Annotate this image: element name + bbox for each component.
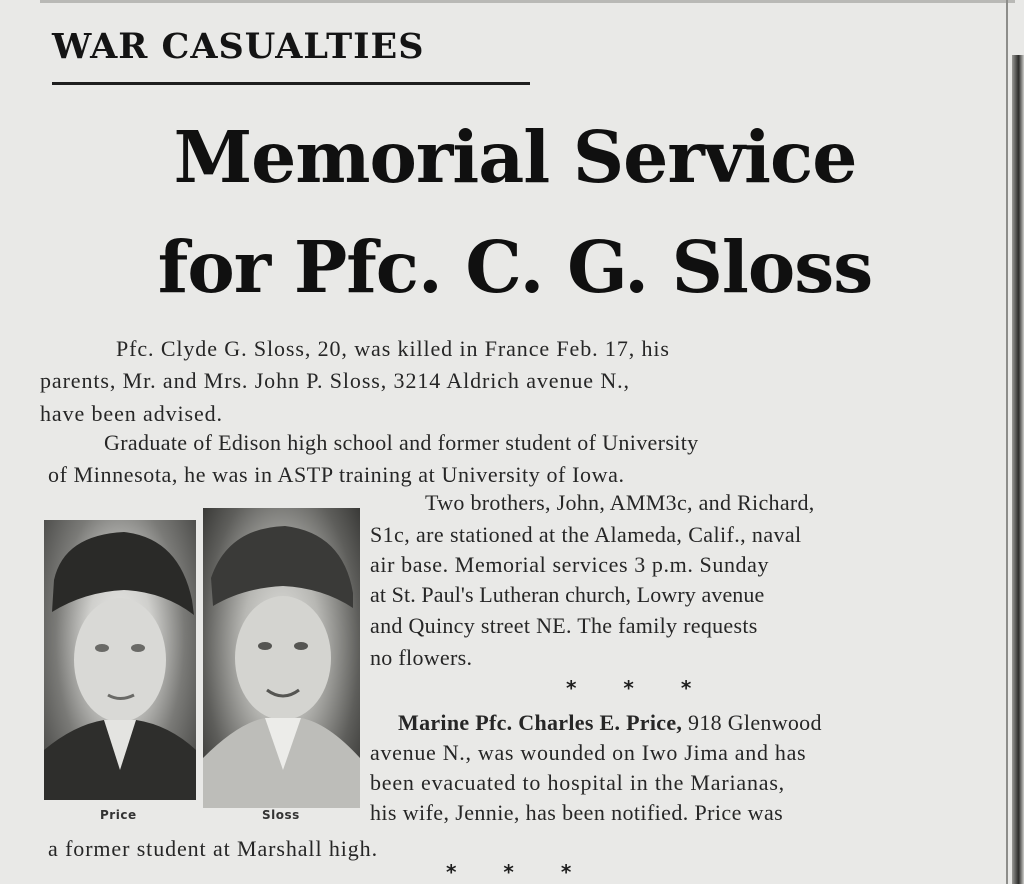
section-underline	[52, 82, 530, 85]
article-line: have been advised.	[40, 401, 223, 426]
article-line: his wife, Jennie, has been notified. Price was	[370, 800, 784, 825]
photo-caption-price: Price	[100, 808, 137, 822]
page-edge-shadow	[1012, 55, 1024, 884]
article-line: S1c, are stationed at the Alameda, Calif., naval	[370, 522, 802, 547]
article-line: a former student at Marshall high.	[48, 836, 378, 861]
article-line: parents, Mr. and Mrs. John P. Sloss, 3214 Aldrich avenue N.,	[40, 368, 630, 393]
article-line: of Minnesota, he was in ASTP training at University of Iowa.	[48, 462, 625, 487]
photo-caption-sloss: Sloss	[262, 808, 300, 822]
article-text: 918 Glenwood	[688, 710, 822, 735]
article-line: at St. Paul's Lutheran church, Lowry avenue	[370, 582, 765, 607]
article-line: no flowers.	[370, 645, 473, 670]
headline	[120, 102, 910, 322]
article-line: Pfc. Clyde G. Sloss, 20, was killed in France Feb. 17, his	[116, 336, 670, 361]
section-label: WAR CASUALTIES	[52, 26, 425, 67]
article-line	[398, 710, 822, 736]
article-line: Two brothers, John, AMM3c, and Richard,	[425, 490, 815, 515]
column-divider	[1006, 0, 1008, 884]
headline-line-1: Memorial Service	[173, 115, 857, 199]
article-line: avenue N., was wounded on Iwo Jima and has	[370, 740, 807, 765]
top-border-rule	[40, 0, 1015, 3]
portrait-photo-sloss	[203, 508, 360, 808]
section-separator: * * *	[446, 860, 572, 884]
article-line: Graduate of Edison high school and former student of University	[104, 430, 699, 455]
article-line: air base. Memorial services 3 p.m. Sunday	[370, 552, 770, 577]
article-name: Marine Pfc. Charles E. Price,	[398, 710, 683, 735]
headline-line-2: for Pfc. C. G. Sloss	[157, 225, 873, 309]
article-line: and Quincy street NE. The family requests	[370, 613, 758, 638]
section-separator: * * *	[566, 676, 692, 700]
portrait-photo-price	[44, 520, 196, 800]
article-line: been evacuated to hospital in the Marianas,	[370, 770, 785, 795]
